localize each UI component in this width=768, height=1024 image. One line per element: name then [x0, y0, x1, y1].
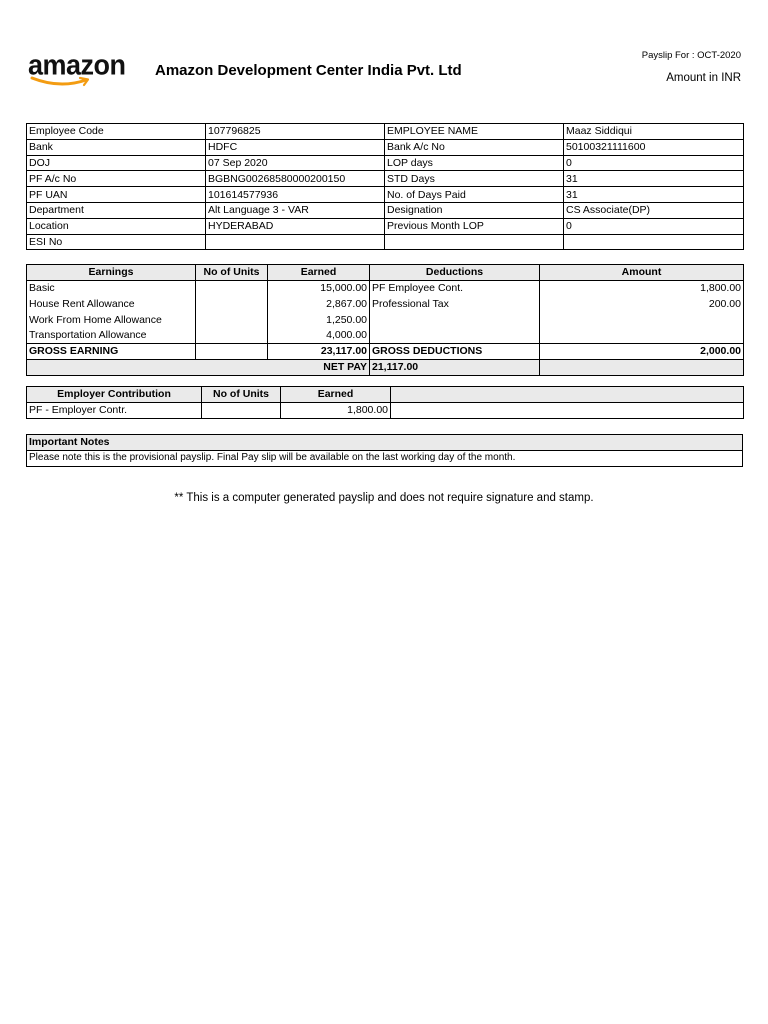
earning-name: Work From Home Allowance [27, 312, 196, 328]
field-label: DOJ [27, 155, 206, 171]
amount-col-header: Amount [540, 265, 744, 281]
earning-amount: 4,000.00 [268, 328, 370, 344]
field-label: No. of Days Paid [385, 187, 564, 203]
earning-name: Transportation Allowance [27, 328, 196, 344]
earning-name: House Rent Allowance [27, 296, 196, 312]
employer-units [202, 402, 281, 418]
amazon-smile-icon [28, 75, 98, 89]
field-value: 31 [564, 171, 744, 187]
field-label: PF UAN [27, 187, 206, 203]
employee-row [27, 202, 744, 218]
employee-row [27, 155, 744, 171]
field-label: Department [27, 202, 206, 218]
earning-units [196, 296, 268, 312]
employer-header-row [27, 387, 744, 403]
net-pay-row [27, 359, 744, 375]
employer-earned: 1,800.00 [281, 402, 391, 418]
field-label: ESI No [27, 234, 206, 250]
footer-disclaimer: ** This is a computer generated payslip and does not require signature and stamp. [174, 492, 594, 504]
units-col-header: No of Units [196, 265, 268, 281]
employer-contribution-name: PF - Employer Contr. [27, 402, 202, 418]
field-value [206, 234, 385, 250]
deduction-name [370, 312, 540, 328]
employee-row [27, 124, 744, 140]
net-pay-empty-cell [540, 359, 744, 375]
gross-units-cell [196, 343, 268, 359]
earnings-deductions-table [26, 264, 744, 376]
notes-title-row [27, 435, 743, 451]
field-value: HYDERABAD [206, 218, 385, 234]
field-value: CS Associate(DP) [564, 202, 744, 218]
field-value [564, 234, 744, 250]
field-label [385, 234, 564, 250]
field-value: Maaz Siddiqui [564, 124, 744, 140]
deduction-amount [540, 328, 744, 344]
earning-units [196, 312, 268, 328]
notes-title: Important Notes [27, 435, 743, 451]
field-label: PF A/c No [27, 171, 206, 187]
employee-row [27, 234, 744, 250]
earned-col-header: Earned [268, 265, 370, 281]
company-name: Amazon Development Center India Pvt. Ltd [155, 62, 462, 79]
field-label: Bank [27, 139, 206, 155]
earning-name: Basic [27, 280, 196, 296]
earnings-col-header: Earnings [27, 265, 196, 281]
notes-text-row [27, 450, 743, 466]
employer-units-col-header: No of Units [202, 387, 281, 403]
deduction-name: Professional Tax [370, 296, 540, 312]
earning-amount: 2,867.00 [268, 296, 370, 312]
employer-contribution-table [26, 386, 744, 419]
field-value: Alt Language 3 - VAR [206, 202, 385, 218]
field-label: Employee Code [27, 124, 206, 140]
employee-row [27, 218, 744, 234]
field-value: 0 [564, 218, 744, 234]
field-label: STD Days [385, 171, 564, 187]
earning-units [196, 328, 268, 344]
field-value: 07 Sep 2020 [206, 155, 385, 171]
currency-note: Amount in INR [666, 72, 741, 84]
employer-contribution-col-header: Employer Contribution [27, 387, 202, 403]
notes-text: Please note this is the provisional payslip. Final Pay slip will be available on the last working day of the month. [27, 450, 743, 466]
field-label: Designation [385, 202, 564, 218]
earnings-header-row [27, 265, 744, 281]
earnings-row [27, 296, 744, 312]
net-pay-value: 21,117.00 [370, 359, 540, 375]
deduction-name [370, 328, 540, 344]
earning-units [196, 280, 268, 296]
deductions-col-header: Deductions [370, 265, 540, 281]
important-notes-table [26, 434, 743, 467]
employer-blank-col-header [391, 387, 744, 403]
deduction-amount [540, 312, 744, 328]
earning-amount: 1,250.00 [268, 312, 370, 328]
deduction-amount: 200.00 [540, 296, 744, 312]
earnings-row [27, 328, 744, 344]
employer-blank-cell [391, 402, 744, 418]
field-label: Location [27, 218, 206, 234]
field-value: HDFC [206, 139, 385, 155]
gross-deductions-label: GROSS DEDUCTIONS [370, 343, 540, 359]
field-value: 0 [564, 155, 744, 171]
deduction-name: PF Employee Cont. [370, 280, 540, 296]
logo-text: amazon [28, 49, 126, 81]
employer-row [27, 402, 744, 418]
gross-deductions-value: 2,000.00 [540, 343, 744, 359]
employer-earned-col-header: Earned [281, 387, 391, 403]
field-value: 107796825 [206, 124, 385, 140]
payslip-header [0, 0, 768, 110]
field-label: EMPLOYEE NAME [385, 124, 564, 140]
field-label: Bank A/c No [385, 139, 564, 155]
field-value: BGBNG00268580000200150 [206, 171, 385, 187]
field-value: 31 [564, 187, 744, 203]
field-label: Previous Month LOP [385, 218, 564, 234]
payslip-period: Payslip For : OCT-2020 [641, 50, 741, 61]
earnings-row [27, 312, 744, 328]
field-value: 50100321111600 [564, 139, 744, 155]
amazon-logo [28, 50, 128, 94]
employee-row [27, 187, 744, 203]
employee-row [27, 171, 744, 187]
gross-earning-label: GROSS EARNING [27, 343, 196, 359]
earning-amount: 15,000.00 [268, 280, 370, 296]
net-pay-label: NET PAY [27, 359, 370, 375]
gross-row [27, 343, 744, 359]
employee-details-table [26, 123, 744, 250]
employee-row [27, 139, 744, 155]
field-label: LOP days [385, 155, 564, 171]
field-value: 101614577936 [206, 187, 385, 203]
gross-earning-value: 23,117.00 [268, 343, 370, 359]
earnings-row [27, 280, 744, 296]
deduction-amount: 1,800.00 [540, 280, 744, 296]
